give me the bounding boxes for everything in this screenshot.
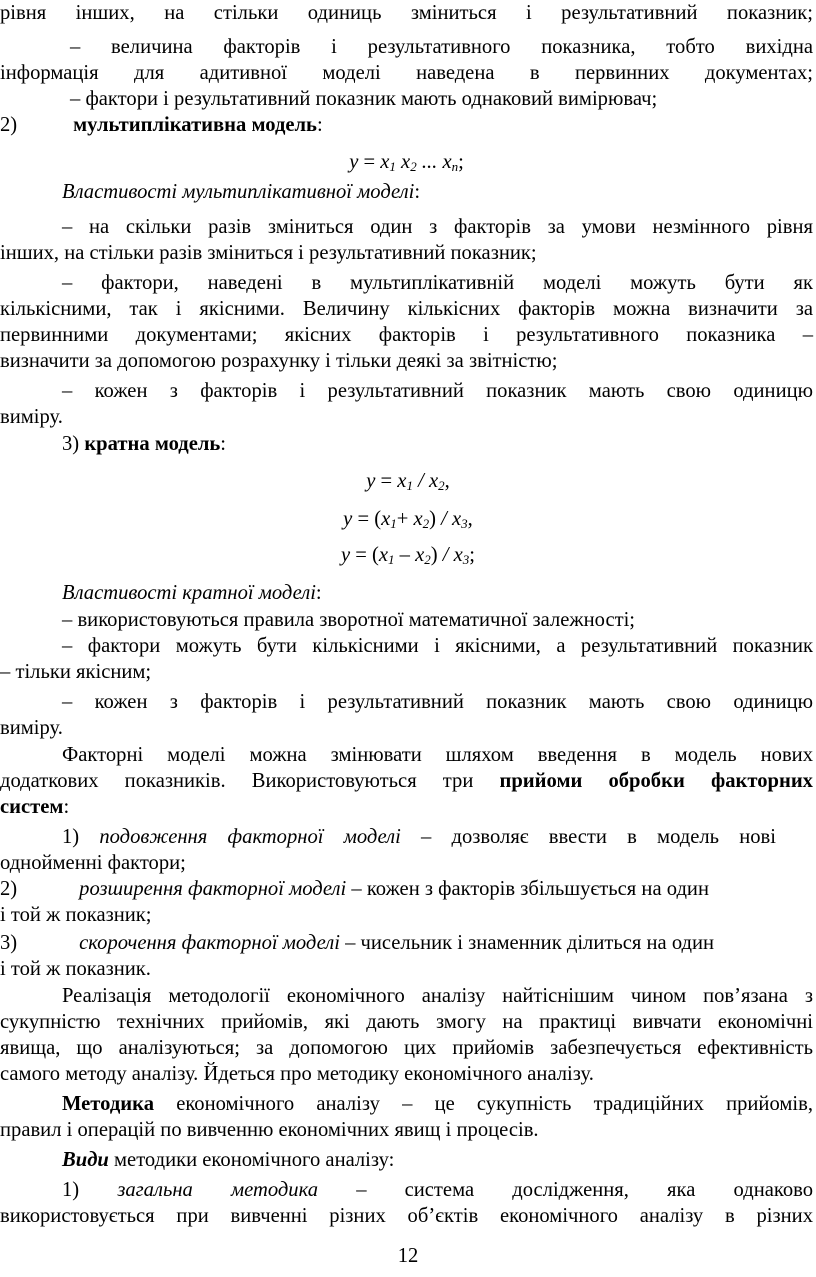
text-line: рівня інших, на стільки одиниць зміниться і результативний показник; [0, 2, 813, 24]
list-number: 1) [62, 1179, 80, 1201]
heading-colon: : [414, 181, 421, 203]
section-number: 2) [0, 114, 18, 136]
properties-heading [62, 580, 816, 607]
list-item: – використовуються правила зворотної математичної залежності; [62, 609, 636, 631]
list-number: 1) [62, 826, 80, 848]
text-line: виміру. [0, 406, 63, 428]
text-line: визначити за допомогою розрахунку і тільки деякі за звітністю; [0, 350, 558, 372]
list-number: 3) [0, 932, 18, 954]
formula-var: x [380, 151, 390, 173]
formula-ratio-1: $y = x_1 / x_2$, [366, 470, 450, 493]
list-item [62, 824, 776, 851]
paragraph-line [62, 1091, 813, 1118]
list-item: – на скільки разів зміниться один з факторів за умови незмінного рівня [62, 216, 813, 238]
bold-term: прийоми обробки факторних [499, 770, 813, 792]
text-line: і той ж показник; [0, 904, 152, 926]
text-span: – чисельник і знаменник ділиться на один [345, 932, 715, 954]
text-span: економічного аналізу – це сукупність традиційних прийомів, [176, 1093, 813, 1115]
heading-colon: : [316, 114, 323, 136]
properties-title: Властивості мультиплікативної моделі [62, 181, 415, 203]
list-item: – кожен з факторів і результативний показник мають свою одиницю [62, 691, 813, 713]
text-line: – тільки якісним; [0, 661, 152, 683]
text-line: інших, на стільки разів зміниться і результативний показник; [0, 242, 537, 264]
list-item [0, 876, 813, 903]
list-item [0, 930, 813, 957]
text-span: методики економічного аналізу: [114, 1149, 395, 1171]
list-item: – кожен з факторів і результативний показник мають свою одиницю [62, 380, 813, 402]
italic-term: скорочення факторної моделі [79, 932, 340, 954]
text-line: кількісними, так і якісними. Величину кількісних факторів можна визначити за [0, 298, 813, 320]
properties-title: Властивості кратної моделі [62, 582, 316, 604]
text-span: – кожен з факторів збільшується на один [351, 878, 709, 900]
heading-colon: : [220, 433, 227, 455]
text-line: однойменні фактори; [0, 852, 186, 874]
paragraph-line [0, 768, 813, 795]
bold-term: Методика [62, 1093, 154, 1115]
list-item: – фактори і результативний показник мають однаковий вимірювач; [70, 88, 658, 110]
text-line: інформація для адитивної моделі наведена в первинних документах; [0, 62, 813, 84]
formula-multiplicative [0, 149, 813, 176]
paragraph-line [0, 794, 813, 821]
paragraph-line [62, 1147, 816, 1174]
formula-sub: 2 [410, 159, 417, 174]
list-item [62, 1177, 813, 1204]
paragraph-line: явища, що аналізуються; за допомогою цих прийомів забезпечується ефективність [0, 1037, 813, 1059]
list-item: – фактори, наведені в мультиплікативній моделі можуть бути як [62, 272, 813, 294]
paragraph-line: Факторні моделі можна змінювати шляхом введення в модель нових [62, 744, 813, 766]
text-span: додаткових показників. Використовуються три [0, 770, 474, 792]
text-line: і той ж показник. [0, 958, 151, 980]
properties-heading [62, 179, 816, 206]
text-line: первинними документами; якісних факторів і результативного показника – [0, 324, 813, 346]
paragraph-line: сукупністю технічних прийомів, які дають змогу на практиці вивчати економічні [0, 1011, 813, 1033]
formula-ratio-2: $y = (x_1+ x_2) / x_3$, [343, 508, 473, 531]
page-number: 12 [397, 1245, 419, 1267]
text-line: виміру. [0, 717, 63, 739]
heading-colon: : [63, 796, 70, 818]
text-span: – система дослідження, яка однаково [356, 1179, 813, 1201]
section-title: кратна модель [84, 433, 221, 455]
bold-term: систем [0, 796, 64, 818]
paragraph-line: самого методу аналізу. Йдеться про методику економічного аналізу. [0, 1063, 594, 1085]
italic-term: загальна методика [117, 1179, 319, 1201]
paragraph-line: використовується при вивченні різних об’єктів економічного аналізу в різних [0, 1205, 813, 1227]
formula-op: = [358, 151, 381, 173]
formula-var: y [349, 151, 359, 173]
formula-op: ; [458, 151, 464, 173]
section-heading [0, 112, 813, 139]
section-heading [62, 431, 816, 458]
formula-var: x [442, 151, 452, 173]
italic-term: розширення факторної моделі [79, 878, 347, 900]
paragraph-line: правил і операцій по вивченню економічних явищ і процесів. [0, 1119, 539, 1141]
formula-ratio-3: $y = (x_1 - x_2) / x_3$; [340, 544, 476, 567]
formula-sub: 1 [389, 159, 396, 174]
heading-colon: : [315, 582, 322, 604]
list-number: 2) [0, 878, 18, 900]
italic-term: подовження факторної моделі [99, 826, 401, 848]
text-span: – дозволяє ввести в модель нові [421, 826, 776, 848]
section-title: мультиплікативна модель [73, 114, 317, 136]
formula-var: x [401, 151, 411, 173]
formula-op: ... [416, 151, 443, 173]
list-item: – величина факторів і результативного показника, тобто вихідна [70, 36, 813, 58]
bold-italic-term: Види [62, 1149, 109, 1171]
section-number: 3) [62, 433, 80, 455]
paragraph-line: Реалізація методології економічного аналізу найтіснішим чином пов’язана з [62, 985, 813, 1007]
list-item: – фактори можуть бути кількісними і якісними, а результативний показник [62, 635, 813, 657]
formula-sub: n [451, 159, 459, 174]
